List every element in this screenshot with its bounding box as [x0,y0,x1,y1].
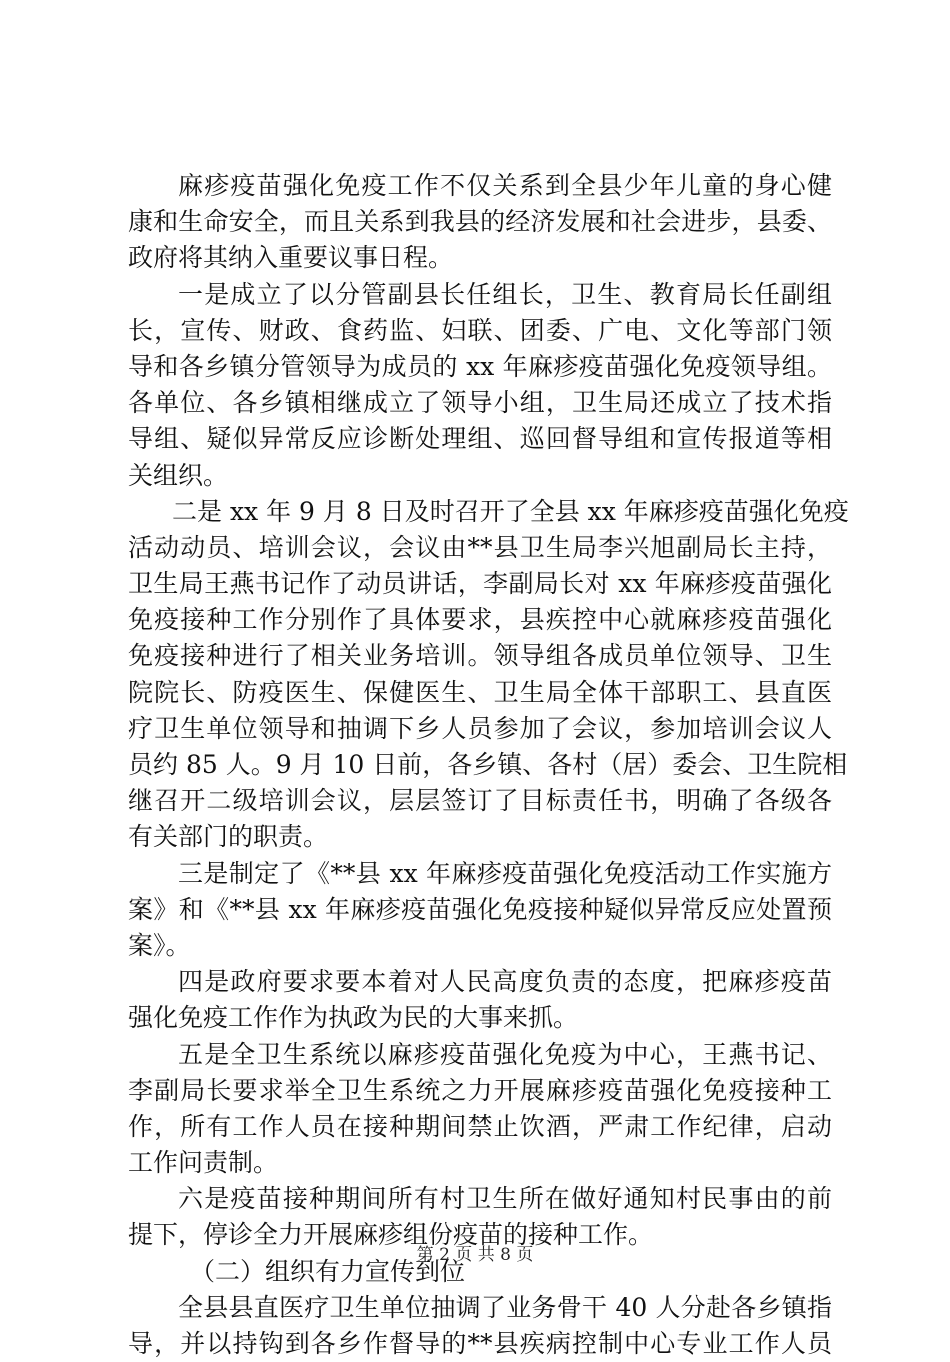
paragraph-line: 五是全卫生系统以麻疹疫苗强化免疫为中心，王燕书记、 [178,1039,832,1069]
paragraph-line: 继召开二级培训会议，层层签订了目标责任书，明确了各级各 [128,786,832,816]
paragraph-line: 活动动员、培训会议，会议由**县卫生局李兴旭副局长主持， [128,532,832,562]
paragraph-line: 六是疫苗接种期间所有村卫生所在做好通知村民事由的前 [178,1184,832,1214]
paragraph-line: 长，宣传、财政、食药监、妇联、团委、广电、文化等部门领 [128,315,832,345]
paragraph-line: 疗卫生单位领导和抽调下乡人员参加了会议，参加培训会议人 [128,713,832,743]
paragraph-line: 卫生局王燕书记作了动员讲话，李副局长对 xx 年麻疹疫苗强化 [128,569,832,599]
page-footer: 第 2 页 共 8 页 [416,1245,534,1265]
paragraph-line: 案》。 [128,930,191,960]
paragraph-line: 工作问责制。 [128,1148,279,1178]
paragraph-line: 关组织。 [128,460,229,490]
paragraph-line: 二是 xx 年 9 月 8 日及时召开了全县 xx 年麻疹疫苗强化免疫 [172,496,849,526]
paragraph-line: 一是成立了以分管副县长任组长，卫生、教育局长任副组 [178,279,832,309]
paragraph-line: 政府将其纳入重要议事日程。 [128,243,454,273]
paragraph-line: 麻疹疫苗强化免疫工作不仅关系到全县少年儿童的身心健 [178,171,832,200]
paragraph-line: 全县县直医疗卫生单位抽调了业务骨干 40 人分赴各乡镇指 [178,1292,832,1322]
document-body [128,168,849,1362]
paragraph-line: 提下，停诊全力开展麻疹组份疫苗的接种工作。 [128,1220,654,1250]
paragraph-line: 四是政府要求要本着对人民高度负责的态度，把麻疹疫苗 [178,967,832,997]
paragraph-line: 各单位、各乡镇相继成立了领导小组，卫生局还成立了技术指 [128,388,832,418]
paragraph-line: 院院长、防疫医生、保健医生、卫生局全体干部职工、县直医 [128,677,832,707]
paragraph-line: 强化免疫工作作为执政为民的大事来抓。 [128,1003,579,1033]
paragraph-line: 导和各乡镇分管领导为成员的 xx 年麻疹疫苗强化免疫领导组。 [128,351,832,381]
paragraph-line: 三是制定了《**县 xx 年麻疹疫苗强化免疫活动工作实施方 [178,858,832,888]
paragraph-line: 有关部门的职责。 [128,822,329,852]
paragraph-line: 作，所有工作人员在接种期间禁止饮酒，严肃工作纪律，启动 [128,1111,832,1141]
paragraph-line: 导，并以持钩到各乡作督导的**县疾病控制中心专业工作人员 [128,1329,832,1358]
paragraph-line: 案》和《**县 xx 年麻疹疫苗强化免疫接种疑似异常反应处置预 [128,894,832,924]
paragraph-line: 康和生命安全，而且关系到我县的经济发展和社会进步，县委、 [128,207,832,237]
paragraph-line: 免疫接种工作分别作了具体要求，县疾控中心就麻疹疫苗强化 [128,605,832,635]
paragraph-line: 员约 85 人。9 月 10 日前，各乡镇、各村（居）委会、卫生院相 [128,750,848,779]
paragraph-line: 导组、疑似异常反应诊断处理组、巡回督导组和宣传报道等相 [128,424,832,454]
paragraph-line: 李副局长要求举全卫生系统之力开展麻疹疫苗强化免疫接种工 [128,1075,832,1105]
section-heading: （二）组织有力宣传到位 [190,1256,466,1286]
paragraph-line: 免疫接种进行了相关业务培训。领导组各成员单位领导、卫生 [128,641,832,671]
